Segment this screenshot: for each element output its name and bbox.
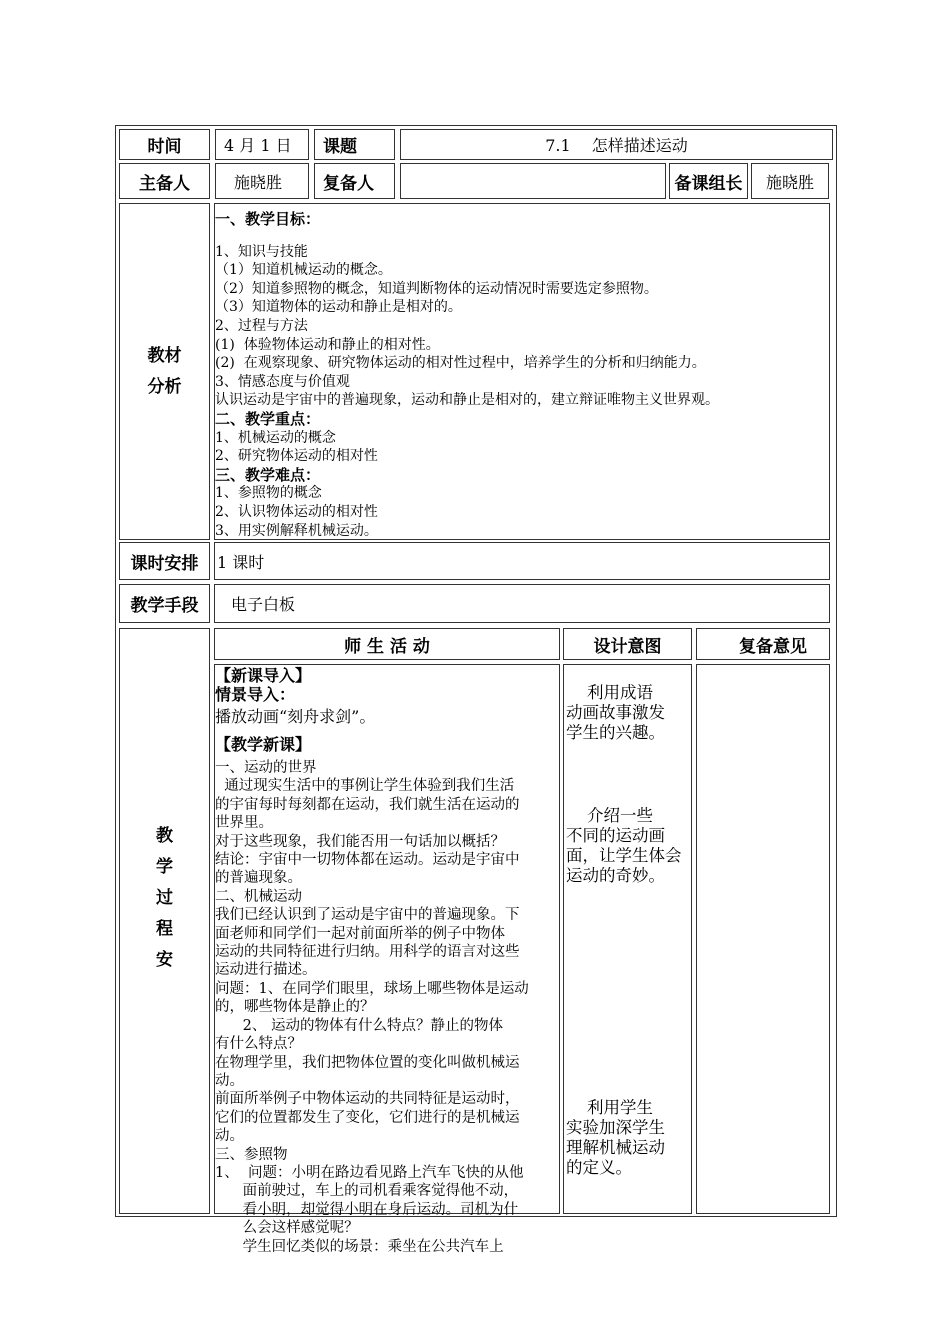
process-label <box>119 628 210 1214</box>
intent-line: 的定义。 <box>566 1158 632 1177</box>
topic-label: 课题 <box>314 129 395 160</box>
analysis-content <box>214 203 830 540</box>
intent-content <box>563 664 692 1214</box>
activity-content <box>214 664 560 1255</box>
co-preparer-label: 复备人 <box>314 163 395 199</box>
means-value: 电子白板 <box>214 584 830 623</box>
intent-line: 动画故事激发 <box>566 703 665 722</box>
analysis-line: 1、机械运动的概念 <box>215 429 336 446</box>
intent-block-1 <box>566 683 694 743</box>
activity-line: 运动进行描述。 <box>215 962 317 979</box>
analysis-line: (1) 体验物体运动和静止的相对性。 <box>215 336 440 353</box>
activity-line: 三、参照物 <box>215 1146 288 1163</box>
intent-line: 理解机械运动 <box>566 1138 665 1157</box>
co-preparer-value <box>400 163 666 199</box>
schedule-label: 课时安排 <box>119 542 210 580</box>
intent-line: 利用成语 <box>566 683 653 702</box>
analysis-label-line1: 教材 <box>147 345 182 366</box>
col-activity-header: 师 生 活 动 <box>214 628 560 660</box>
analysis-line: 3、情感态度与价值观 <box>215 373 350 390</box>
analysis-line: （1）知道机械运动的概念。 <box>215 262 392 279</box>
process-label-char: 教 <box>156 826 173 846</box>
activity-line: 面前驶过，车上的司机看乘客觉得他不动， <box>215 1183 519 1200</box>
analysis-line: 2、认识物体运动的相对性 <box>215 503 378 520</box>
activity-line: 运动的共同特征进行归纳。用科学的语言对这些 <box>215 944 520 961</box>
analysis-line: 认识运动是宇宙中的普遍现象，运动和静止是相对的，建立辩证唯物主义世界观。 <box>215 392 719 409</box>
new-lesson-heading: 【教学新课】 <box>215 735 312 754</box>
col-review-header: 复备意见 <box>696 628 830 660</box>
activity-line: 的宇宙每时每刻都在运动，我们就生活在运动的 <box>215 796 520 813</box>
activity-line: 面老师和同学们一起对前面所举的例子中物体 <box>215 925 505 942</box>
activity-line: 看小明，却觉得小明在身后运动。司机为什 <box>215 1201 519 1218</box>
leader-label: 备课组长 <box>669 163 748 199</box>
intent-line: 面，让学生体会 <box>566 846 682 865</box>
analysis-line: （3）知道物体的运动和静止是相对的。 <box>215 299 462 316</box>
activity-line: 学生回忆类似的场景：乘坐在公共汽车上 <box>215 1238 504 1255</box>
time-value: 4 月 1 日 <box>215 129 309 160</box>
col-intent-header: 设计意图 <box>563 628 692 660</box>
intent-line: 不同的运动画 <box>566 826 665 845</box>
analysis-line: (2) 在观察现象、研究物体运动的相对性过程中，培养学生的分析和归纳能力。 <box>215 355 706 372</box>
activity-line: 的，哪些物体是静止的？ <box>215 999 375 1016</box>
process-label-char: 程 <box>156 919 173 939</box>
activity-line: 对于这些现象，我们能否用一句话加以概括？ <box>215 833 505 850</box>
intent-line: 利用学生 <box>566 1098 653 1117</box>
analysis-line: 1、知识与技能 <box>215 243 308 260</box>
activity-line: 有什么特点？ <box>215 1036 302 1053</box>
means-label: 教学手段 <box>119 584 210 623</box>
analysis-line: 2、过程与方法 <box>215 317 308 334</box>
intent-line: 实验加深学生 <box>566 1118 665 1137</box>
activity-line: 二、机械运动 <box>215 888 302 905</box>
analysis-line: 三、教学难点： <box>215 465 321 484</box>
activity-line: 通过现实生活中的事例让学生体验到我们生活 <box>215 778 515 795</box>
intro-heading: 【新课导入】 <box>215 666 312 685</box>
activity-line: 1、 问题：小明在路边看见路上汽车飞快的从他 <box>215 1164 524 1181</box>
analysis-line: 2、研究物体运动的相对性 <box>215 448 378 465</box>
analysis-line: 一、教学目标： <box>215 210 321 228</box>
analysis-line: 二、教学重点： <box>215 409 321 428</box>
activity-line: 的普遍现象。 <box>215 870 302 887</box>
process-label-char: 过 <box>156 888 173 908</box>
activity-line: 动。 <box>215 1072 244 1089</box>
time-label: 时间 <box>119 129 210 160</box>
topic-value: 7.1 怎样描述运动 <box>400 129 833 160</box>
process-label-char: 安 <box>156 950 173 970</box>
activity-line: 在物理学里，我们把物体位置的变化叫做机械运 <box>215 1054 520 1071</box>
activity-line: 一、运动的世界 <box>215 760 317 776</box>
activity-line: 世界里。 <box>215 815 273 832</box>
review-content <box>696 664 830 1214</box>
activity-line: 动。 <box>215 1128 244 1145</box>
intent-line: 运动的奇妙。 <box>566 866 665 885</box>
intent-block-3 <box>566 1098 694 1178</box>
activity-line: 它们的位置都发生了变化，它们进行的是机械运 <box>215 1109 520 1126</box>
activity-line: 结论：宇宙中一切物体都在运动。运动是宇宙中 <box>215 852 520 869</box>
intent-block-2 <box>566 806 694 886</box>
schedule-value: 1 课时 <box>214 542 830 580</box>
process-label-char: 学 <box>156 857 173 877</box>
analysis-label <box>119 203 210 540</box>
activity-line: 2、 运动的物体有什么特点？静止的物体 <box>215 1017 503 1034</box>
analysis-line: 1、参照物的概念 <box>215 485 322 502</box>
intent-line: 介绍一些 <box>566 806 653 825</box>
analysis-line: （2）知道参照物的概念，知道判断物体的运动情况时需要选定参照物。 <box>215 280 658 297</box>
analysis-label-line2: 分析 <box>147 376 182 397</box>
leader-value: 施晓胜 <box>751 163 829 199</box>
intro-text: 播放动画“刻舟求剑”。 <box>215 707 376 726</box>
activity-line: 我们已经认识到了运动是宇宙中的普遍现象。下 <box>215 907 520 924</box>
preparer-label: 主备人 <box>119 163 210 199</box>
analysis-line: 3、用实例解释机械运动。 <box>215 522 378 539</box>
intro-subheading: 情景导入： <box>215 685 296 704</box>
preparer-value: 施晓胜 <box>215 163 309 199</box>
activity-line: 问题：1、在同学们眼里，球场上哪些物体是运动 <box>215 980 529 997</box>
activity-line: 么会这样感觉呢？ <box>215 1220 359 1237</box>
activity-line: 前面所举例子中物体运动的共同特征是运动时， <box>215 1091 520 1108</box>
intent-line: 学生的兴趣。 <box>566 723 665 742</box>
